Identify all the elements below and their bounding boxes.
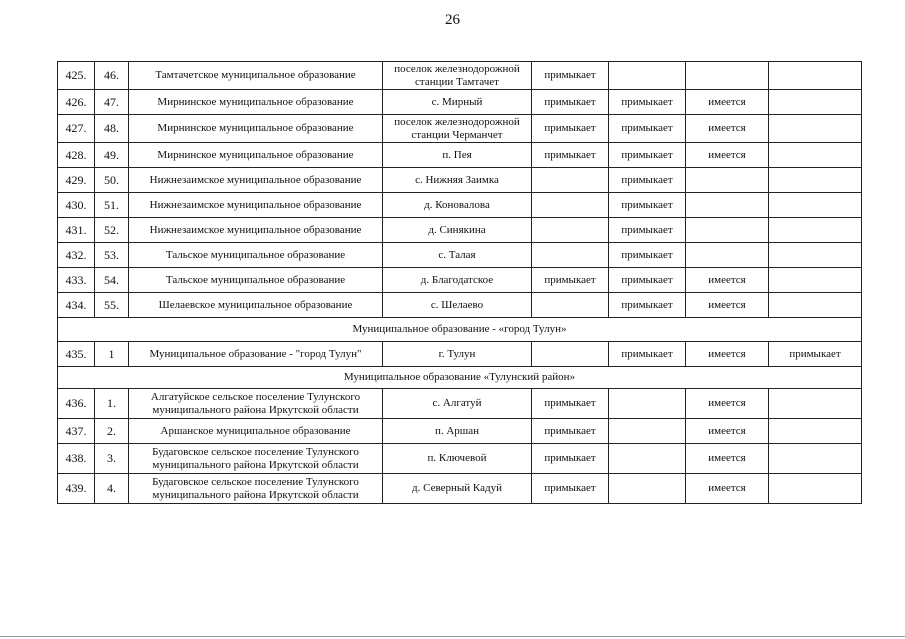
table-row bbox=[58, 193, 862, 218]
status-cell-2: примыкает bbox=[609, 90, 686, 115]
status-cell-2: примыкает bbox=[609, 268, 686, 293]
table-row bbox=[58, 62, 862, 90]
row-number-cell: 426. bbox=[58, 90, 95, 115]
table-body bbox=[58, 62, 862, 504]
status-cell-2: примыкает bbox=[609, 143, 686, 168]
table-row bbox=[58, 168, 862, 193]
status-cell-1: примыкает bbox=[532, 389, 609, 419]
status-cell-3 bbox=[686, 218, 769, 243]
municipality-name-cell: Тальское муниципальное образование bbox=[129, 268, 383, 293]
status-cell-2: примыкает bbox=[609, 342, 686, 367]
status-cell-1 bbox=[532, 243, 609, 268]
settlement-cell: п. Аршан bbox=[383, 419, 532, 444]
settlement-cell: с. Мирный bbox=[383, 90, 532, 115]
status-cell-2: примыкает bbox=[609, 243, 686, 268]
status-cell-3: имеется bbox=[686, 90, 769, 115]
table-row bbox=[58, 444, 862, 474]
status-cell-2: примыкает bbox=[609, 168, 686, 193]
status-cell-1 bbox=[532, 168, 609, 193]
status-cell-2 bbox=[609, 474, 686, 504]
row-index-cell: 48. bbox=[95, 115, 129, 143]
table-row bbox=[58, 419, 862, 444]
settlements-table bbox=[57, 61, 862, 504]
table-row bbox=[58, 243, 862, 268]
municipality-name-cell: Тальское муниципальное образование bbox=[129, 243, 383, 268]
status-cell-4 bbox=[769, 293, 862, 318]
status-cell-4 bbox=[769, 115, 862, 143]
status-cell-3 bbox=[686, 193, 769, 218]
status-cell-3: имеется bbox=[686, 444, 769, 474]
status-cell-1: примыкает bbox=[532, 90, 609, 115]
status-cell-1: примыкает bbox=[532, 143, 609, 168]
status-cell-1 bbox=[532, 293, 609, 318]
row-index-cell: 2. bbox=[95, 419, 129, 444]
status-cell-3: имеется bbox=[686, 389, 769, 419]
section-header-row bbox=[58, 367, 862, 389]
settlement-cell: д. Северный Кадуй bbox=[383, 474, 532, 504]
status-cell-1: примыкает bbox=[532, 474, 609, 504]
status-cell-1 bbox=[532, 342, 609, 367]
status-cell-4 bbox=[769, 419, 862, 444]
row-index-cell: 49. bbox=[95, 143, 129, 168]
row-index-cell: 3. bbox=[95, 444, 129, 474]
row-number-cell: 436. bbox=[58, 389, 95, 419]
municipality-name-cell: Мирнинское муниципальное образование bbox=[129, 143, 383, 168]
status-cell-4 bbox=[769, 143, 862, 168]
status-cell-1 bbox=[532, 218, 609, 243]
row-number-cell: 428. bbox=[58, 143, 95, 168]
settlement-cell: поселок железнодорожной станции Черманчет bbox=[383, 115, 532, 143]
status-cell-3: имеется bbox=[686, 293, 769, 318]
status-cell-4 bbox=[769, 268, 862, 293]
table-row bbox=[58, 90, 862, 115]
section-header-row bbox=[58, 318, 862, 342]
status-cell-2: примыкает bbox=[609, 293, 686, 318]
settlement-cell: д. Синякина bbox=[383, 218, 532, 243]
row-number-cell: 437. bbox=[58, 419, 95, 444]
settlement-cell: с. Алгатуй bbox=[383, 389, 532, 419]
status-cell-3: имеется bbox=[686, 474, 769, 504]
status-cell-4 bbox=[769, 444, 862, 474]
row-number-cell: 433. bbox=[58, 268, 95, 293]
status-cell-4 bbox=[769, 218, 862, 243]
settlement-cell: п. Ключевой bbox=[383, 444, 532, 474]
settlement-cell: с. Нижняя Заимка bbox=[383, 168, 532, 193]
row-number-cell: 429. bbox=[58, 168, 95, 193]
status-cell-1: примыкает bbox=[532, 419, 609, 444]
municipality-name-cell: Тамтачетское муниципальное образование bbox=[129, 62, 383, 90]
row-number-cell: 427. bbox=[58, 115, 95, 143]
status-cell-2: примыкает bbox=[609, 115, 686, 143]
section-title: Муниципальное образование «Тулунский район» bbox=[58, 367, 862, 389]
municipality-name-cell: Нижнезаимское муниципальное образование bbox=[129, 193, 383, 218]
row-index-cell: 50. bbox=[95, 168, 129, 193]
status-cell-4 bbox=[769, 193, 862, 218]
status-cell-3: имеется bbox=[686, 268, 769, 293]
status-cell-3: имеется bbox=[686, 143, 769, 168]
row-index-cell: 54. bbox=[95, 268, 129, 293]
status-cell-1 bbox=[532, 193, 609, 218]
row-number-cell: 435. bbox=[58, 342, 95, 367]
status-cell-1: примыкает bbox=[532, 115, 609, 143]
status-cell-4 bbox=[769, 474, 862, 504]
status-cell-2 bbox=[609, 389, 686, 419]
status-cell-4 bbox=[769, 243, 862, 268]
scan-edge-line bbox=[0, 636, 905, 637]
status-cell-3: имеется bbox=[686, 419, 769, 444]
status-cell-4: примыкает bbox=[769, 342, 862, 367]
settlement-cell: с. Талая bbox=[383, 243, 532, 268]
row-index-cell: 51. bbox=[95, 193, 129, 218]
table-row bbox=[58, 143, 862, 168]
table-row bbox=[58, 268, 862, 293]
municipality-name-cell: Мирнинское муниципальное образование bbox=[129, 90, 383, 115]
status-cell-4 bbox=[769, 62, 862, 90]
settlement-cell: г. Тулун bbox=[383, 342, 532, 367]
status-cell-3 bbox=[686, 62, 769, 90]
row-index-cell: 52. bbox=[95, 218, 129, 243]
status-cell-1: примыкает bbox=[532, 444, 609, 474]
section-title: Муниципальное образование - «город Тулун» bbox=[58, 318, 862, 342]
status-cell-1: примыкает bbox=[532, 268, 609, 293]
row-index-cell: 47. bbox=[95, 90, 129, 115]
table-row bbox=[58, 389, 862, 419]
row-index-cell: 53. bbox=[95, 243, 129, 268]
table-row bbox=[58, 293, 862, 318]
row-number-cell: 430. bbox=[58, 193, 95, 218]
row-number-cell: 431. bbox=[58, 218, 95, 243]
row-index-cell: 55. bbox=[95, 293, 129, 318]
status-cell-3 bbox=[686, 168, 769, 193]
status-cell-4 bbox=[769, 389, 862, 419]
municipality-name-cell: Будаговское сельское поселение Тулунского муниципального района Иркутской области bbox=[129, 444, 383, 474]
status-cell-2: примыкает bbox=[609, 218, 686, 243]
settlement-cell: д. Коновалова bbox=[383, 193, 532, 218]
municipality-name-cell: Муниципальное образование - "город Тулун" bbox=[129, 342, 383, 367]
status-cell-2 bbox=[609, 444, 686, 474]
row-number-cell: 425. bbox=[58, 62, 95, 90]
municipality-name-cell: Мирнинское муниципальное образование bbox=[129, 115, 383, 143]
row-index-cell: 46. bbox=[95, 62, 129, 90]
status-cell-2: примыкает bbox=[609, 193, 686, 218]
settlement-cell: поселок железнодорожной станции Тамтачет bbox=[383, 62, 532, 90]
municipality-name-cell: Нижнезаимское муниципальное образование bbox=[129, 218, 383, 243]
settlement-cell: д. Благодатское bbox=[383, 268, 532, 293]
municipality-name-cell: Нижнезаимское муниципальное образование bbox=[129, 168, 383, 193]
status-cell-4 bbox=[769, 168, 862, 193]
settlement-cell: с. Шелаево bbox=[383, 293, 532, 318]
municipality-name-cell: Шелаевское муниципальное образование bbox=[129, 293, 383, 318]
row-index-cell: 4. bbox=[95, 474, 129, 504]
row-number-cell: 438. bbox=[58, 444, 95, 474]
table-row bbox=[58, 474, 862, 504]
settlement-cell: п. Пея bbox=[383, 143, 532, 168]
municipality-name-cell: Будаговское сельское поселение Тулунского муниципального района Иркутской области bbox=[129, 474, 383, 504]
status-cell-2 bbox=[609, 419, 686, 444]
status-cell-3: имеется bbox=[686, 342, 769, 367]
row-number-cell: 432. bbox=[58, 243, 95, 268]
row-index-cell: 1 bbox=[95, 342, 129, 367]
status-cell-1: примыкает bbox=[532, 62, 609, 90]
row-number-cell: 439. bbox=[58, 474, 95, 504]
status-cell-3 bbox=[686, 243, 769, 268]
row-index-cell: 1. bbox=[95, 389, 129, 419]
status-cell-3: имеется bbox=[686, 115, 769, 143]
municipality-name-cell: Аршанское муниципальное образование bbox=[129, 419, 383, 444]
status-cell-4 bbox=[769, 90, 862, 115]
page-number: 26 bbox=[445, 12, 460, 28]
table-row bbox=[58, 218, 862, 243]
table-row bbox=[58, 342, 862, 367]
table-row bbox=[58, 115, 862, 143]
municipality-name-cell: Алгатуйское сельское поселение Тулунского муниципального района Иркутской области bbox=[129, 389, 383, 419]
row-number-cell: 434. bbox=[58, 293, 95, 318]
status-cell-2 bbox=[609, 62, 686, 90]
